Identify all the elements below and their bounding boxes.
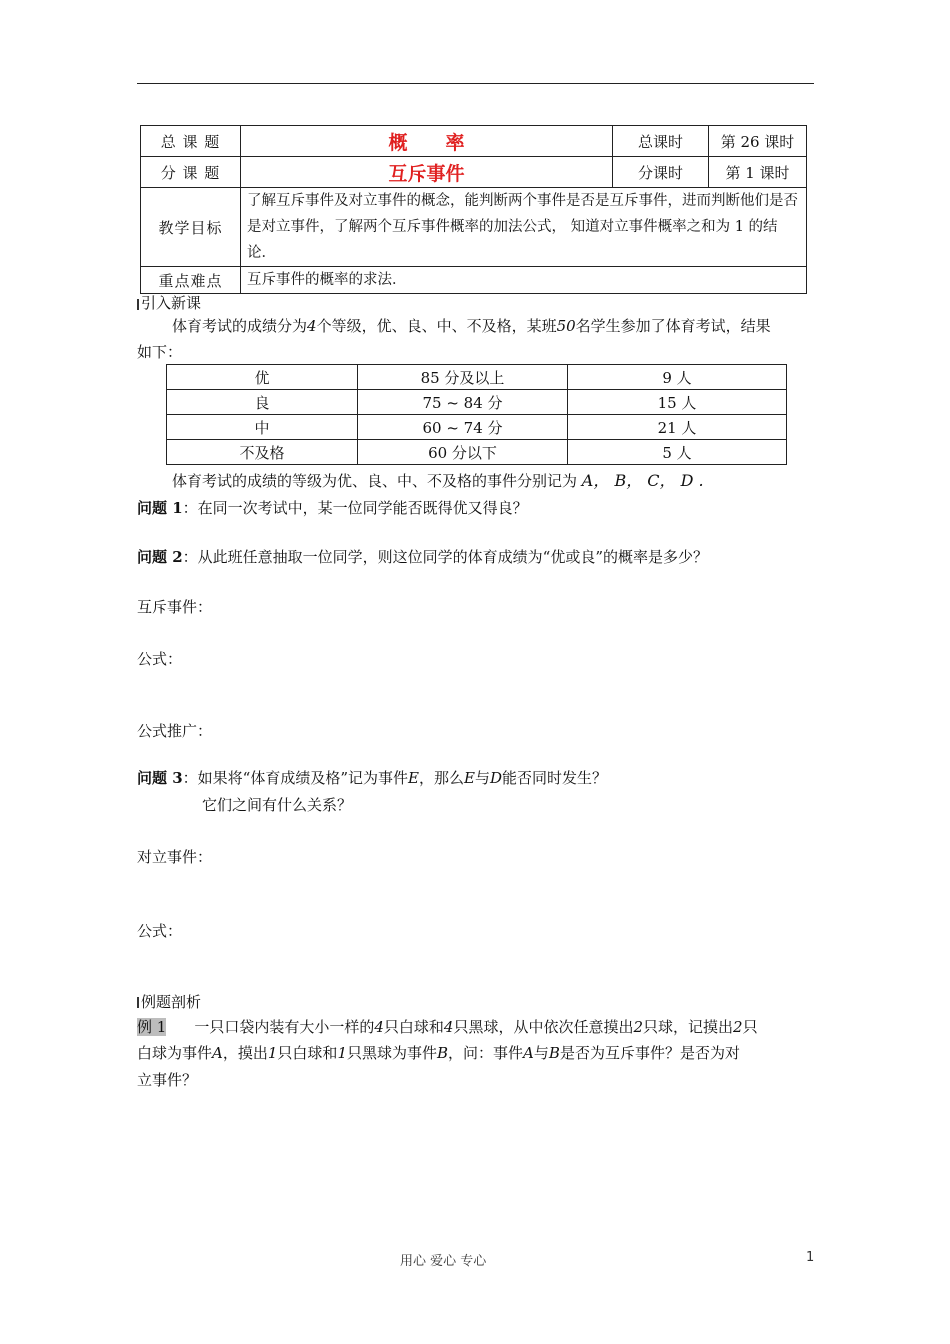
example-1-line-1	[137, 1016, 758, 1037]
focus-text: 互斥事件的概率的求法．	[241, 267, 807, 294]
grade-score: 85 分及以上	[358, 365, 568, 390]
section-heading-intro: 引入新课	[141, 294, 202, 312]
table-row	[167, 365, 787, 390]
example-text: ，问：事件	[448, 1044, 524, 1062]
grade-score: 60 分以下	[358, 440, 568, 465]
example-number: 4	[374, 1018, 384, 1036]
grade-count: 5 人	[568, 440, 787, 465]
grade-count: 21 人	[568, 415, 787, 440]
intro-number-students: 50	[556, 317, 576, 335]
formula-label-1: 公式：	[137, 650, 183, 668]
intro-line-2: 如下：	[137, 343, 183, 361]
example-number: 2	[733, 1018, 743, 1036]
example-text: 白球为事件	[137, 1044, 213, 1062]
example-number: 4	[443, 1018, 454, 1036]
question-3-label: 问题 3	[137, 769, 183, 787]
question-2-text: ：从此班任意抽取一位同学，则这位同学的体育成绩为“优或良”的概率是多少？	[182, 548, 709, 566]
formula-extension-label: 公式推广：	[137, 722, 213, 740]
example-1-line-3: 立事件？	[137, 1071, 198, 1089]
example-text: 只黑球，从中依次任意摸出	[453, 1018, 634, 1036]
events-text: 体育考试的成绩的等级为优、良、中、不及格的事件分别记为	[172, 472, 578, 490]
total-topic-title: 概 率	[241, 126, 613, 157]
question-2	[137, 546, 708, 567]
table-row	[167, 440, 787, 465]
grade-count: 9 人	[568, 365, 787, 390]
example-text: 是否为互斥事件？是否为对	[559, 1044, 740, 1062]
top-rule	[137, 83, 814, 84]
question-1-label: 问题 1	[137, 499, 183, 517]
sub-hours-value: 第 1 课时	[709, 157, 807, 188]
var-e: E	[408, 769, 419, 787]
var-d: D	[489, 769, 502, 787]
section-heading-examples: 例题剖析	[141, 993, 202, 1011]
example-number: 1	[337, 1044, 347, 1062]
question-1-text: ：在同一次考试中，某一位同学能否既得优又得良？	[182, 499, 528, 517]
total-hours-value: 第 26 课时	[709, 126, 807, 157]
sub-topic-title: 互斥事件	[241, 157, 613, 188]
example-text: 只白球和	[383, 1018, 444, 1036]
question-2-label: 问题 2	[137, 548, 183, 566]
mutex-event-label: 互斥事件：	[137, 598, 213, 616]
example-text: 只黑球为事件	[346, 1044, 437, 1062]
goals-text: 了解互斥事件及对立事件的概念，能判断两个事件是否是互斥事件，进而判断他们是否是对立事件，了解两个互斥事件概率的加法公式， 知道对立事件概率之和为 1 的结论．	[241, 188, 807, 267]
intro-text-b: 个等级，优、良、中、不及格，某班	[316, 317, 557, 335]
grade-table	[166, 364, 787, 465]
var-b: B	[548, 1044, 560, 1062]
focus-label: 重点难点	[141, 267, 241, 294]
total-hours-label: 总课时	[613, 126, 709, 157]
var-a: A	[212, 1044, 223, 1062]
sub-hours-label: 分课时	[613, 157, 709, 188]
example-text: 与	[533, 1044, 549, 1062]
goals-label: 教学目标	[141, 188, 241, 267]
var-e: E	[463, 769, 475, 787]
grade-score: 60 ~ 74 分	[358, 415, 568, 440]
question-3-text-d: 能否同时发生？	[501, 769, 607, 787]
grade-level: 不及格	[167, 440, 358, 465]
header-row-goals	[141, 188, 807, 267]
example-text: 只白球和	[277, 1044, 338, 1062]
example-text: ，摸出	[222, 1044, 268, 1062]
question-3-line-2: 它们之间有什么关系？	[202, 796, 353, 814]
intro-line-1	[172, 315, 771, 336]
question-1	[137, 497, 528, 518]
formula-label-2: 公式：	[137, 922, 183, 940]
intro-text-c: 名学生参加了体育考试，结果	[575, 317, 771, 335]
grade-level: 中	[167, 415, 358, 440]
section-marker	[137, 299, 139, 310]
example-number: 1	[267, 1044, 278, 1062]
example-text: 一只口袋内装有大小一样的	[194, 1018, 375, 1036]
table-row	[167, 415, 787, 440]
example-text: 只球，记摸出	[643, 1018, 734, 1036]
page-number: 1	[806, 1250, 815, 1265]
table-row	[167, 390, 787, 415]
total-topic-label: 总 课 题	[141, 126, 241, 157]
question-3-text-a: ：如果将“体育成绩及格”记为事件	[182, 769, 409, 787]
example-number: 2	[633, 1018, 643, 1036]
example-1-line-2	[137, 1042, 740, 1063]
header-row-sub	[141, 157, 807, 188]
intro-number-levels: 4	[307, 317, 317, 335]
sub-topic-label: 分 课 题	[141, 157, 241, 188]
lesson-header-table	[140, 125, 807, 294]
header-row-focus	[141, 267, 807, 294]
opposite-event-label: 对立事件：	[137, 848, 213, 866]
grade-count: 15 人	[568, 390, 787, 415]
section-marker	[137, 997, 139, 1008]
question-3-text-b: ，那么	[418, 769, 464, 787]
grade-score: 75 ~ 84 分	[358, 390, 568, 415]
var-a: A	[523, 1044, 534, 1062]
events-line	[172, 468, 704, 491]
intro-text-a: 体育考试的成绩分为	[172, 317, 308, 335]
grade-level: 良	[167, 390, 358, 415]
example-1-label: 例 1	[137, 1018, 167, 1036]
question-3-text-c: 与	[474, 769, 490, 787]
var-b: B	[437, 1044, 449, 1062]
header-row-total	[141, 126, 807, 157]
page-footer: 用心 爱心 专心	[400, 1254, 487, 1269]
events-variables: A， B， C， D .	[581, 471, 704, 490]
example-text: 只	[742, 1018, 758, 1036]
grade-level: 优	[167, 365, 358, 390]
question-3	[137, 767, 607, 788]
